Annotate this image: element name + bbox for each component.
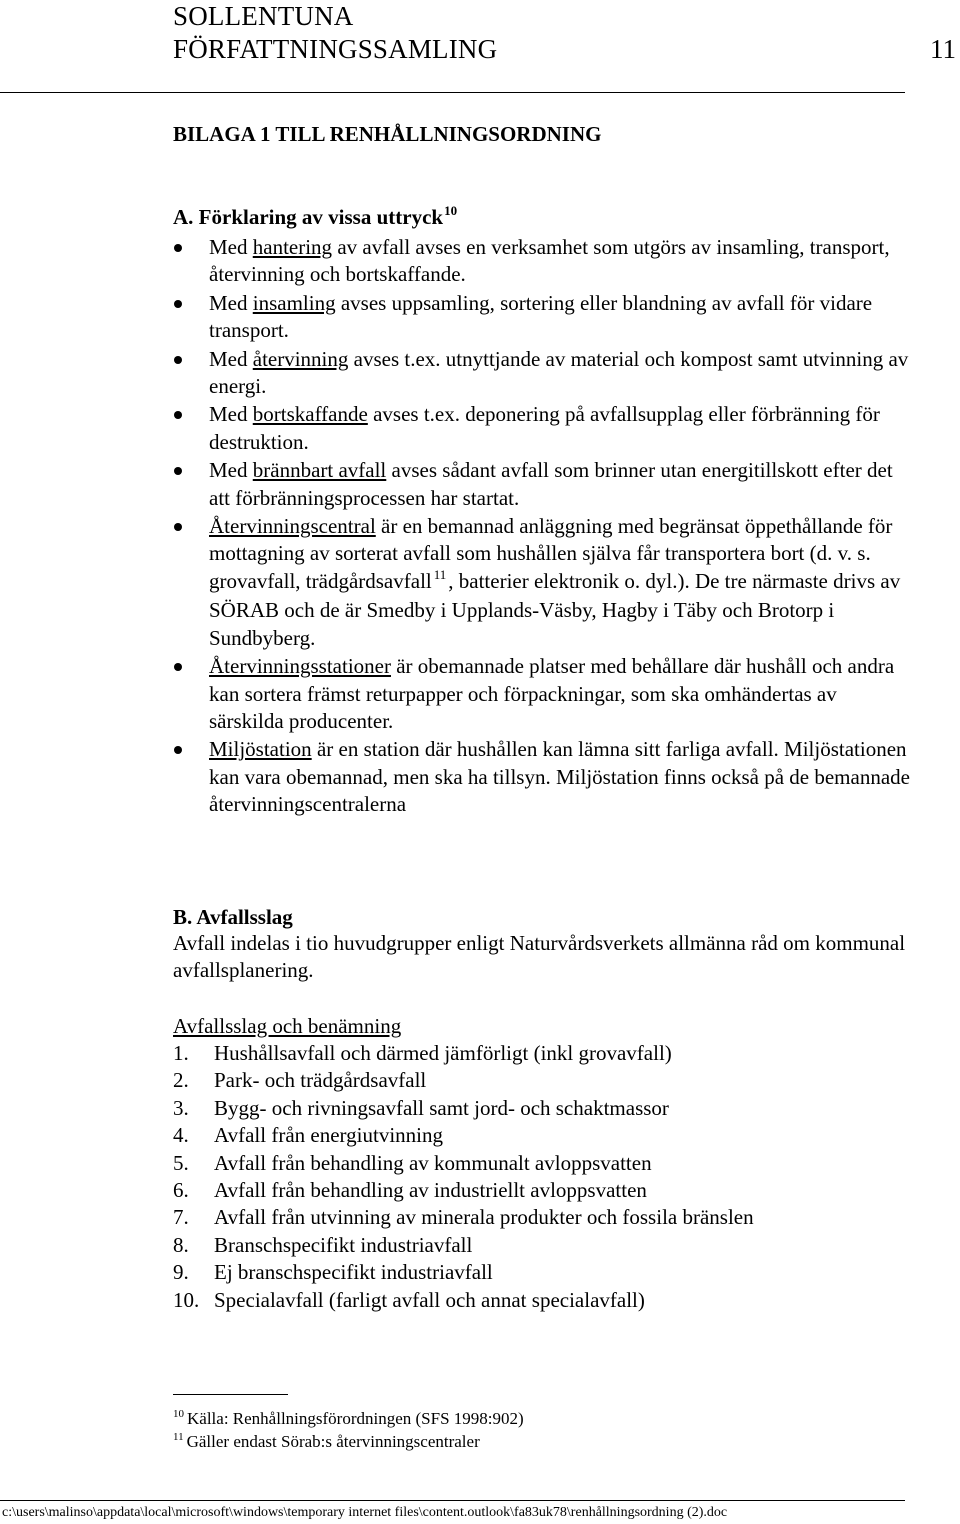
running-header-title [173,0,497,66]
definition-item: Med bortskaffande avses t.ex. deponering på avfallsupplag eller förbränning för destruktion. [173,401,913,456]
definition-item: Med hantering av avfall avses en verksamhet som utgörs av insamling, transport, återvinning och bortskaffande. [173,234,913,289]
list-item: 1. Hushållsavfall och därmed jämförligt (inkl grovavfall) [173,1041,672,1065]
defined-term: brännbart avfall [252,458,387,483]
section-b-heading: B. Avfallsslag [173,905,293,929]
bullet-icon [174,356,182,364]
waste-types-label: Avfallsslag och benämning [173,1014,402,1038]
bullet-icon [174,523,182,531]
footnote-11: $^{11}$ Gäller endast Sörab:s återvinningscentraler [173,1431,480,1451]
header-divider [0,92,905,93]
bullet-icon [174,467,182,475]
bullet-icon [174,663,182,671]
footnote-ref-10: 10 [444,203,458,218]
footer-divider [0,1500,905,1501]
defined-term: Återvinningscentral [209,514,376,539]
list-item: 8. Branschspecifikt industriavfall [173,1232,473,1257]
list-item: 4. Avfall från energiutvinning [173,1123,443,1148]
definitions-list [173,234,913,820]
header-title-line-2: FÖRFATTNINGSSAMLING [173,34,498,64]
annex-title: BILAGA 1 TILL RENHÅLLNINGSORDNING [173,122,602,146]
footnote-divider [173,1394,288,1395]
definition-item: Miljöstation är en station där hushållen kan lämna sitt farliga avfall. Miljöstationen kan vara obemannad, men ska ha tillsyn. Miljöstation finns också på de bemannade återvinningscentralerna [173,736,913,818]
footnote-ref-11: 11 [433,566,447,582]
definition-item: Med brännbart avfall avses sådant avfall som brinner utan energitillskott efter det att förbränningsprocessen har startat. [173,457,913,512]
defined-term: Återvinningsstationer [209,654,391,679]
definition-item: Med återvinning avses t.ex. utnyttjande av material och kompost samt utvinning av energi. [173,346,913,401]
list-item: 7. Avfall från utvinning av minerala produkter och fossila bränslen [173,1205,754,1230]
bullet-icon [174,244,182,252]
bullet-icon [174,300,182,308]
page-number: 11 [930,34,956,64]
defined-term: hantering [252,235,333,259]
bullet-icon [174,411,182,419]
bullet-icon [174,746,182,754]
definition-item: Återvinningscentral är en bemannad anläggning med begränsat öppethållande för mottagning av sorterat avfall som hushållen själva får transportera bort (d. v. s. grovavfall, trädgårdsavfall $^{11}$, batterier elektronik o. dyl.). De tre närmaste drivs av SÖRAB och de är Smedby i Upplands-Väsby, Hagby i Täby och Brotorp i Sundbyberg. [173,513,913,652]
list-item: 5. Avfall från behandling av kommunalt avloppsvatten [173,1150,652,1175]
definition-item: Återvinningsstationer är obemannade platser med behållare där hushåll och andra kan sortera främst returpapper och förpackningar, som ska omhändertas av särskilda producenter. [173,653,913,735]
list-item: 3. Bygg- och rivningsavfall samt jord- och schaktmassor [173,1095,669,1120]
list-item: 2. Park- och trädgårdsavfall [173,1068,427,1093]
defined-term: bortskaffande [252,402,368,427]
section-b-intro: Avfall indelas i tio huvudgrupper enligt Naturvårdsverkets allmänna råd om kommunal avfallsplanering. [173,931,906,983]
section-a-heading [173,203,457,234]
footer-file-path: c:\users\malinso\appdata\local\microsoft\windows\temporary internet files\content.outlook\fa83uk78\renhållningsordning (2).doc [2,1505,728,1520]
waste-types-list [173,1040,754,1314]
definition-item: Med insamling avses uppsamling, sortering eller blandning av avfall för vidare transport. [173,290,913,345]
defined-term: insamling [252,290,336,315]
defined-term: återvinning [252,346,349,371]
list-item: 6. Avfall från behandling av industriellt avloppsvatten [173,1178,647,1203]
list-item: 9. Ej branschspecifikt industriavfall [173,1260,493,1285]
section-a-heading-text: A. Förklaring av vissa uttryck [173,205,444,229]
defined-term: Miljöstation [209,737,312,762]
list-item: 10. Specialavfall (farligt avfall och annat specialavfall) [173,1287,645,1312]
footnote-10: $^{10}$ Källa: Renhållningsförordningen (SFS 1998:902) [173,1408,524,1428]
header-title-line-1: SOLLENTUNA [173,1,354,31]
